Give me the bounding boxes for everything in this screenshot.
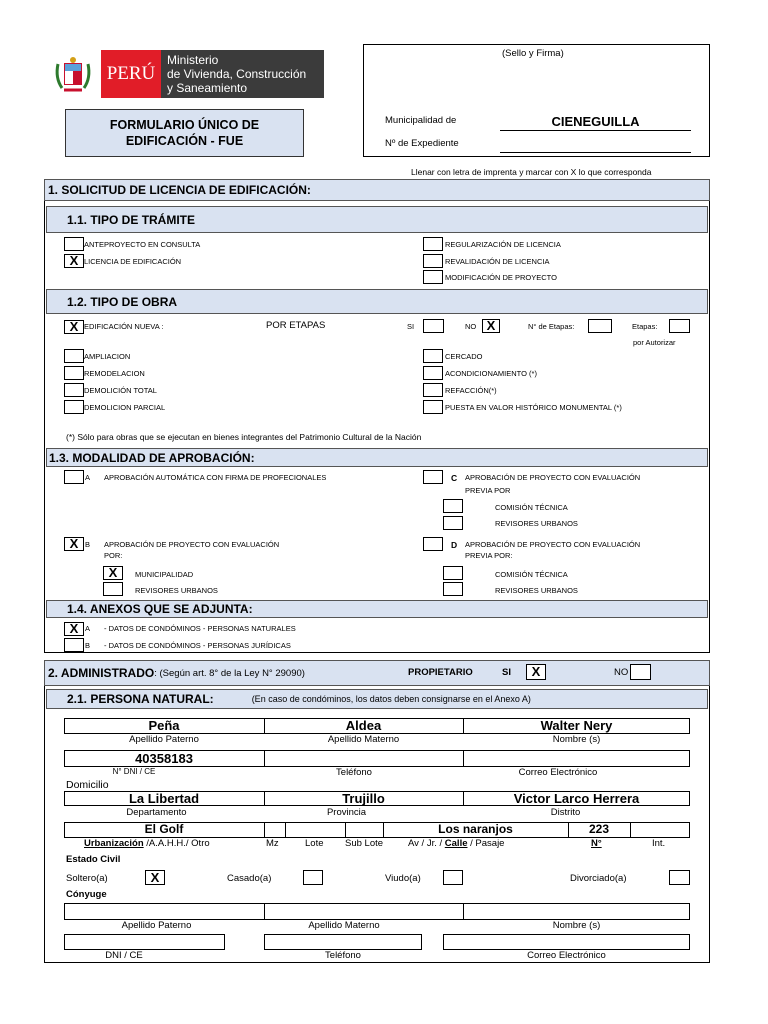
street-divider-3 bbox=[345, 822, 346, 838]
section-2-title-text: 2. ADMINISTRADO bbox=[48, 666, 155, 680]
modalidad-c-revisores-label: REVISORES URBANOS bbox=[495, 519, 578, 528]
modalidad-a-letter: A bbox=[85, 473, 91, 482]
anexos-title-text: 1.4. ANEXOS QUE SE ADJUNTA: bbox=[67, 602, 253, 616]
numero-value[interactable]: 223 bbox=[588, 822, 610, 836]
via-label-calle: Calle bbox=[444, 838, 468, 849]
anexo-a-mark: X bbox=[69, 621, 79, 636]
urbanizacion-label-main: Urbanización bbox=[84, 838, 144, 849]
conyuge-divider-1 bbox=[264, 903, 265, 920]
street-divider-1 bbox=[264, 822, 265, 838]
apellido-materno-label: Apellido Materno bbox=[327, 734, 400, 745]
etapas-si-label: SI bbox=[407, 322, 415, 331]
modalidad-c-letter: C bbox=[451, 473, 458, 483]
form-title bbox=[65, 109, 304, 157]
modalidad-d-revisores-label: REVISORES URBANOS bbox=[495, 586, 578, 595]
conyuge-names-row[interactable] bbox=[64, 903, 690, 920]
modalidad-a-checkbox[interactable] bbox=[64, 470, 84, 484]
obra-demolicion-parcial-label: DEMOLICION PARCIAL bbox=[84, 403, 166, 412]
apellido-paterno-value[interactable]: Peña bbox=[148, 718, 180, 733]
peru-logo bbox=[52, 50, 324, 98]
departamento-label: Departamento bbox=[126, 807, 187, 818]
tramite-licencia-checkbox[interactable] bbox=[64, 254, 84, 268]
form-title-line-1: FORMULARIO ÚNICO DE bbox=[109, 118, 260, 132]
tramite-regularizacion-checkbox[interactable] bbox=[423, 237, 443, 251]
sublote-label: Sub Lote bbox=[345, 838, 384, 849]
obra-puesta-valor-checkbox[interactable] bbox=[423, 400, 443, 414]
obra-title-text: 1.2. TIPO DE OBRA bbox=[67, 294, 178, 309]
via-label-a: Av / Jr. / bbox=[408, 838, 445, 849]
etapas-si-checkbox[interactable] bbox=[423, 319, 444, 333]
tramite-revalidacion-label: REVALIDACIÓN DE LICENCIA bbox=[445, 257, 550, 266]
conyuge-correo-input[interactable] bbox=[443, 934, 690, 950]
etapas-label: Etapas: bbox=[632, 322, 658, 331]
soltero-label: Soltero(a) bbox=[66, 873, 108, 884]
section-2-title-note: : (Según art. 8° de la Ley N° 29090) bbox=[154, 667, 305, 679]
propietario-no-checkbox[interactable] bbox=[630, 664, 651, 680]
section-2-title bbox=[44, 660, 710, 686]
distrito-value[interactable]: Victor Larco Herrera bbox=[513, 791, 640, 806]
anexo-b-text: - DATOS DE CONDÓMINOS - PERSONAS JURÍDICAS bbox=[104, 641, 291, 650]
ministry-line-2: de Vivienda, Construcción bbox=[167, 67, 307, 81]
lote-label: Lote bbox=[305, 838, 324, 849]
anexo-b-checkbox[interactable] bbox=[64, 638, 84, 652]
mz-label: Mz bbox=[266, 838, 279, 849]
tramite-licencia-label: LICENCIA DE EDIFICACIÓN bbox=[84, 257, 182, 266]
stamp-box bbox=[363, 44, 710, 157]
expediente-line[interactable] bbox=[500, 152, 691, 153]
tramite-anteproyecto-label: ANTEPROYECTO EN CONSULTA bbox=[84, 240, 201, 249]
obra-note: (*) Sólo para obras que se ejecutan en bienes integrantes del Patrimonio Cultural de la Nación bbox=[66, 432, 422, 442]
obra-demolicion-total-checkbox[interactable] bbox=[64, 383, 84, 397]
modalidad-c-text-2: PREVIA POR bbox=[465, 486, 511, 495]
calle-value[interactable]: Los naranjos bbox=[438, 822, 513, 836]
divorciado-checkbox[interactable] bbox=[669, 870, 690, 885]
ministry-line-3: y Saneamiento bbox=[167, 81, 248, 95]
modalidad-title bbox=[46, 448, 708, 467]
conyuge-correo-label: Correo Electrónico bbox=[527, 950, 606, 961]
tramite-modificacion-label: MODIFICACIÓN DE PROYECTO bbox=[445, 273, 557, 282]
municipality-value[interactable]: CIENEGUILLA bbox=[551, 114, 640, 129]
modalidad-title-text: 1.3. MODALIDAD DE APROBACIÓN: bbox=[49, 450, 255, 465]
soltero-checkbox[interactable] bbox=[145, 870, 165, 885]
anexo-a-letter: A bbox=[85, 624, 91, 633]
obra-ampliacion-checkbox[interactable] bbox=[64, 349, 84, 363]
modalidad-d-letter: D bbox=[451, 540, 458, 550]
dni-divider-2 bbox=[463, 750, 464, 767]
conyuge-nombres-label: Nombre (s) bbox=[552, 920, 601, 931]
modalidad-b-mark: X bbox=[69, 536, 79, 551]
apellido-paterno-label: Apellido Paterno bbox=[129, 734, 199, 745]
municipality-label: Municipalidad de bbox=[385, 115, 457, 126]
stamp-label: (Sello y Firma) bbox=[502, 48, 564, 59]
obra-demolicion-total-label: DEMOLICIÓN TOTAL bbox=[84, 386, 157, 395]
instruction-text: Llenar con letra de imprenta y marcar con X lo que corresponda bbox=[411, 167, 652, 177]
propietario-label: PROPIETARIO bbox=[408, 667, 473, 678]
street-divider-2 bbox=[285, 822, 286, 838]
correo-label: Correo Electrónico bbox=[518, 767, 598, 778]
obra-title bbox=[46, 289, 708, 314]
viudo-label: Viudo(a) bbox=[385, 873, 421, 884]
nombres-value[interactable]: Walter Nery bbox=[540, 718, 613, 733]
obra-remodelacion-checkbox[interactable] bbox=[64, 366, 84, 380]
expediente-label: Nº de Expediente bbox=[385, 138, 459, 149]
modalidad-b-municipalidad-checkbox[interactable] bbox=[103, 566, 123, 580]
casado-label: Casado(a) bbox=[227, 873, 272, 884]
conyuge-telefono-input[interactable] bbox=[264, 934, 422, 950]
etapas-no-checkbox[interactable] bbox=[482, 319, 500, 333]
conyuge-apellido-materno-label: Apellido Materno bbox=[308, 920, 380, 931]
modalidad-b-municipalidad-label: MUNICIPALIDAD bbox=[135, 570, 194, 579]
persona-natural-title-text: 2.1. PERSONA NATURAL: bbox=[67, 692, 214, 706]
modalidad-b-letter: B bbox=[85, 540, 91, 549]
nombres-label: Nombre (s) bbox=[552, 734, 601, 745]
tramite-title bbox=[46, 206, 708, 233]
obra-acondicionamiento-label: ACONDICIONAMIENTO (*) bbox=[445, 369, 537, 378]
modalidad-d-checkbox[interactable] bbox=[423, 537, 443, 551]
obra-nueva-mark: X bbox=[69, 319, 79, 334]
estado-civil-label: Estado Civil bbox=[66, 854, 121, 865]
obra-nueva-checkbox[interactable] bbox=[64, 320, 84, 334]
obra-demolicion-parcial-checkbox[interactable] bbox=[64, 400, 84, 414]
conyuge-dni-input[interactable] bbox=[64, 934, 225, 950]
viudo-checkbox[interactable] bbox=[443, 870, 463, 885]
persona-natural-note: (En caso de condóminos, los datos deben consignarse en el Anexo A) bbox=[251, 694, 531, 704]
modalidad-b-revisores-checkbox[interactable] bbox=[103, 582, 123, 596]
modalidad-b-checkbox[interactable] bbox=[64, 537, 84, 551]
urbanizacion-label bbox=[84, 838, 210, 849]
provincia-value[interactable]: Trujillo bbox=[342, 791, 385, 806]
domicilio-label: Domicilio bbox=[66, 779, 109, 791]
conyuge-label: Cónyuge bbox=[66, 889, 107, 900]
tramite-modificacion-checkbox[interactable] bbox=[423, 270, 443, 284]
etapas-autorizar-input[interactable] bbox=[669, 319, 690, 333]
via-label bbox=[408, 838, 504, 849]
obra-cercado-label: CERCADO bbox=[445, 352, 483, 361]
propietario-no-label: NO bbox=[614, 667, 629, 678]
modalidad-c-comision-label: COMISIÓN TÉCNICA bbox=[495, 503, 568, 512]
propietario-si-checkbox[interactable] bbox=[526, 664, 546, 680]
modalidad-c-checkbox[interactable] bbox=[423, 470, 443, 484]
form-title-line-2: EDIFICACIÓN - FUE bbox=[125, 134, 244, 148]
modalidad-d-comision-label: COMISIÓN TÉCNICA bbox=[495, 570, 568, 579]
anexo-a-checkbox[interactable] bbox=[64, 622, 84, 636]
por-etapas-label: POR ETAPAS bbox=[266, 320, 326, 331]
conyuge-divider-2 bbox=[463, 903, 464, 920]
divorciado-label: Divorciado(a) bbox=[570, 873, 627, 884]
apellido-materno-value[interactable]: Aldea bbox=[345, 718, 382, 733]
modalidad-d-text-1: APROBACIÓN DE PROYECTO CON EVALUACIÓN bbox=[465, 540, 641, 549]
conyuge-apellido-paterno-label: Apellido Paterno bbox=[121, 920, 192, 931]
tramite-licencia-mark: X bbox=[69, 253, 79, 268]
dni-label: N° DNI / CE bbox=[112, 767, 156, 776]
telefono-label: Teléfono bbox=[336, 767, 372, 778]
modalidad-b-text-2: POR: bbox=[104, 551, 123, 560]
etapas-no-mark: X bbox=[486, 318, 496, 333]
ministry-line-1: Ministerio bbox=[167, 53, 219, 67]
modalidad-b-municipalidad-mark: X bbox=[108, 565, 118, 580]
obra-refaccion-checkbox[interactable] bbox=[423, 383, 443, 397]
dni-divider-1 bbox=[264, 750, 265, 767]
distrito-label: Distrito bbox=[550, 807, 581, 818]
num-etapas-label: N° de Etapas: bbox=[528, 322, 575, 331]
modalidad-c-revisores-checkbox[interactable] bbox=[443, 516, 463, 530]
propietario-si-label: SI bbox=[502, 667, 511, 678]
obra-acondicionamiento-checkbox[interactable] bbox=[423, 366, 443, 380]
por-autorizar-label: por Autorizar bbox=[633, 338, 676, 347]
street-divider-6 bbox=[630, 822, 631, 838]
anexo-a-text: - DATOS DE CONDÓMINOS - PERSONAS NATURALES bbox=[104, 624, 296, 633]
propietario-si-mark: X bbox=[531, 664, 541, 679]
modalidad-c-text-1: APROBACIÓN DE PROYECTO CON EVALUACIÓN bbox=[465, 473, 641, 482]
soltero-mark: X bbox=[150, 870, 160, 885]
obra-nueva-label: EDIFICACIÓN NUEVA : bbox=[84, 322, 164, 331]
anexos-title bbox=[46, 600, 708, 618]
urbanizacion-value[interactable]: El Golf bbox=[144, 822, 184, 836]
modalidad-d-text-2: PREVIA POR: bbox=[465, 551, 513, 560]
num-etapas-input[interactable] bbox=[588, 319, 612, 333]
section-1-title bbox=[44, 179, 710, 201]
tramite-title-text: 1.1. TIPO DE TRÁMITE bbox=[67, 212, 196, 227]
persona-natural-title bbox=[46, 689, 708, 709]
departamento-value[interactable]: La Libertad bbox=[128, 791, 200, 806]
modalidad-d-revisores-checkbox[interactable] bbox=[443, 582, 463, 596]
tramite-regularizacion-label: REGULARIZACIÓN DE LICENCIA bbox=[445, 240, 561, 249]
tramite-revalidacion-checkbox[interactable] bbox=[423, 254, 443, 268]
section-1-title-text: 1. SOLICITUD DE LICENCIA DE EDIFICACIÓN: bbox=[48, 183, 311, 197]
obra-remodelacion-label: REMODELACION bbox=[84, 369, 145, 378]
modalidad-a-text: APROBACIÓN AUTOMÁTICA CON FIRMA DE PROFECIONALES bbox=[104, 473, 327, 482]
interior-label: Int. bbox=[652, 838, 666, 849]
urbanizacion-label-rest: /A.A.H.H./ Otro bbox=[143, 838, 210, 849]
casado-checkbox[interactable] bbox=[303, 870, 323, 885]
peru-brand bbox=[101, 50, 161, 98]
provincia-label: Provincia bbox=[326, 807, 367, 818]
modalidad-d-comision-checkbox[interactable] bbox=[443, 566, 463, 580]
obra-cercado-checkbox[interactable] bbox=[423, 349, 443, 363]
peru-label: PERÚ bbox=[106, 63, 156, 84]
municipality-line bbox=[500, 130, 691, 131]
ministry-name bbox=[161, 50, 324, 98]
numero-label: N° bbox=[591, 838, 602, 849]
tramite-anteproyecto-checkbox[interactable] bbox=[64, 237, 84, 251]
anexo-b-letter: B bbox=[85, 641, 91, 650]
etapas-no-label: NO bbox=[465, 322, 477, 331]
modalidad-c-comision-checkbox[interactable] bbox=[443, 499, 463, 513]
conyuge-dni-label: DNI / CE bbox=[105, 950, 143, 961]
dni-value[interactable]: 40358183 bbox=[135, 751, 193, 766]
obra-ampliacion-label: AMPLIACION bbox=[84, 352, 131, 361]
obra-puesta-valor-label: PUESTA EN VALOR HISTÓRICO MONUMENTAL (*) bbox=[445, 403, 622, 412]
obra-refaccion-label: REFACCIÓN(*) bbox=[445, 386, 497, 395]
modalidad-b-text-1: APROBACIÓN DE PROYECTO CON EVALUACIÓN bbox=[104, 540, 280, 549]
conyuge-telefono-label: Teléfono bbox=[325, 950, 361, 961]
coat-of-arms-icon bbox=[52, 54, 94, 96]
via-label-b: / Pasaje bbox=[467, 838, 505, 849]
modalidad-b-revisores-label: REVISORES URBANOS bbox=[135, 586, 218, 595]
